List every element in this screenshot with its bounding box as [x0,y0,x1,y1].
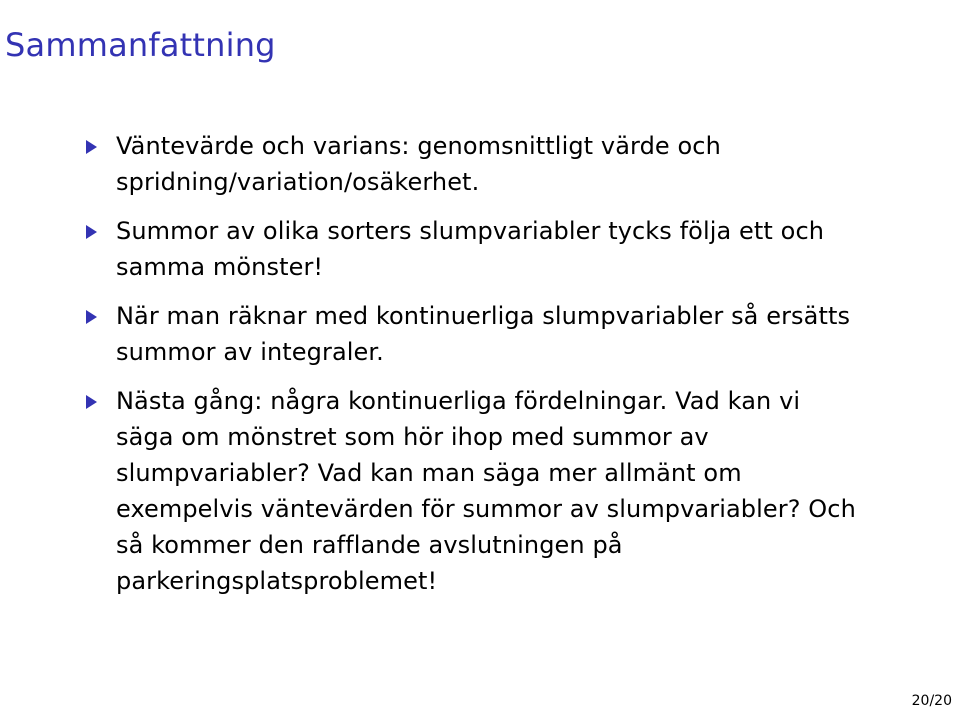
triangle-bullet-icon [86,140,97,154]
page-number: 20/20 [911,693,952,709]
bullet-item [0,298,856,370]
bullet-item [0,213,856,285]
bullet-text: Nästa gång: några kontinuerliga fördelningar. Vad kan vi säga om mönstret som hör ihop med summor av slumpvariabler? Vad kan man säga mer allmänt om exempelvis väntevärden för summor av slumpvariabler? Och så kommer den rafflande avslutningen på parkeringsplatsproblemet! [116,387,856,595]
bullet-list [0,128,960,612]
triangle-bullet-icon [86,225,97,239]
bullet-text: Summor av olika sorters slumpvariabler tycks följa ett och samma mönster! [116,217,825,281]
triangle-bullet-icon [86,310,97,324]
bullet-text: Väntevärde och varians: genomsnittligt värde och spridning/variation/osäkerhet. [116,132,721,196]
bullet-item [0,128,856,200]
bullet-item [0,383,856,599]
triangle-bullet-icon [86,395,97,409]
slide-title: Sammanfattning [5,26,276,65]
bullet-text: När man räknar med kontinuerliga slumpvariabler så ersätts summor av integraler. [116,302,851,366]
